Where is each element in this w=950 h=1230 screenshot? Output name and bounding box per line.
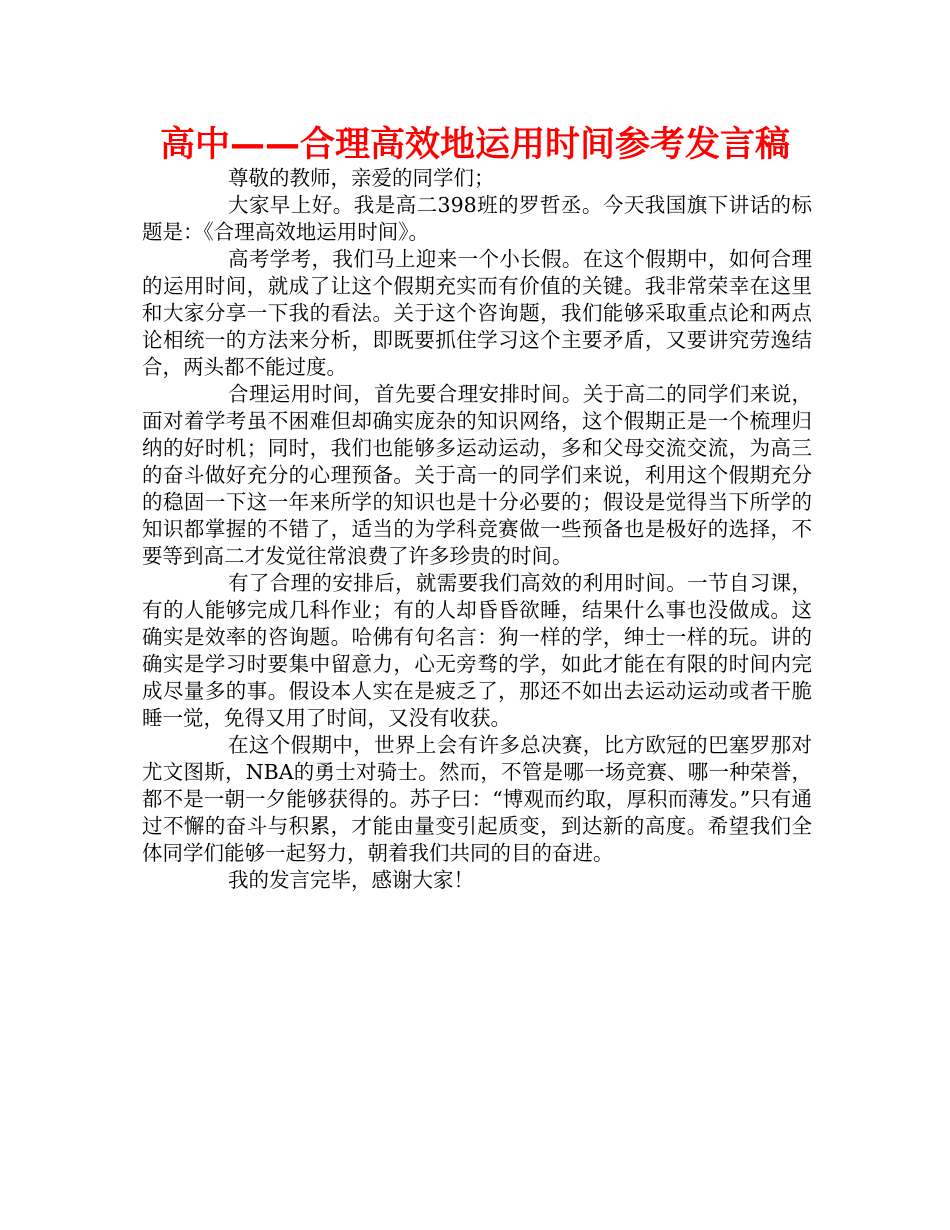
document-title: 高中——合理高效地运用时间参考发言稿 bbox=[159, 125, 790, 165]
paragraph-holiday-time: 高考学考，我们马上迎来一个小长假。在这个假期中，如何合理的运用时间，就成了让这个假期充实而有价值的关键。我非常荣幸在这里和大家分享一下我的看法。关于这个咨询题，我们能够采取重点论和两点论相统一的方法来分析，即既要抓住学习这个主要矛盾，又要讲究劳逸结合，两头都不能过度。 bbox=[142, 247, 812, 379]
paragraph-efficiency: 有了合理的安排后，就需要我们高效的利用时间。一节自习课，有的人能够完成几科作业；有的人却昏昏欲睡，结果什么事也没做成。这确实是效率的咨询题。哈佛有句名言：狗一样的学，绅士一样的玩。讲的确实是学习时要集中留意力，心无旁骛的学，如此才能在有限的时间内完成尽量多的事。假设本人实在是疲乏了，那还不如出去运动运动或者干脆睡一觉，免得又用了时间，又没有收获。 bbox=[142, 571, 812, 730]
paragraph-finals: 在这个假期中，世界上会有许多总决赛，比方欧冠的巴塞罗那对尤文图斯，NBA的勇士对骑士。然而，不管是哪一场竞赛、哪一种荣誉，都不是一朝一夕能够获得的。苏子曰：“博观而约取，厚积而薄发。”只有通过不懈的奋斗与积累，才能由量变引起质变，到达新的高度。希望我们全体同学们能够一起努力，朝着我们共同的目的奋进。 bbox=[142, 733, 812, 865]
paragraph-arrange-time: 合理运用时间，首先要合理安排时间。关于高二的同学们来说，面对着学考虽不困难但却确实庞杂的知识网络，这个假期正是一个梳理归纳的好时机；同时，我们也能够多运动运动，多和父母交流交流，为高三的奋斗做好充分的心理预备。关于高一的同学们来说，利用这个假期充分的稳固一下这一年来所学的知识也是十分必要的；假设是觉得当下所学的知识都掌握的不错了，适当的为学科竞赛做一些预备也是极好的选择，不要等到高二才发觉往常浪费了许多珍贵的时间。 bbox=[142, 382, 812, 568]
document-body bbox=[142, 165, 812, 894]
paragraph-closing: 我的发言完毕，感谢大家！ bbox=[228, 868, 474, 892]
paragraph-introduction: 大家早上好。我是高二398班的罗哲丞。今天我国旗下讲话的标题是：《合理高效地运用时间》。 bbox=[142, 193, 812, 244]
paragraph-greeting: 尊敬的教师，亲爱的同学们； bbox=[228, 166, 495, 190]
